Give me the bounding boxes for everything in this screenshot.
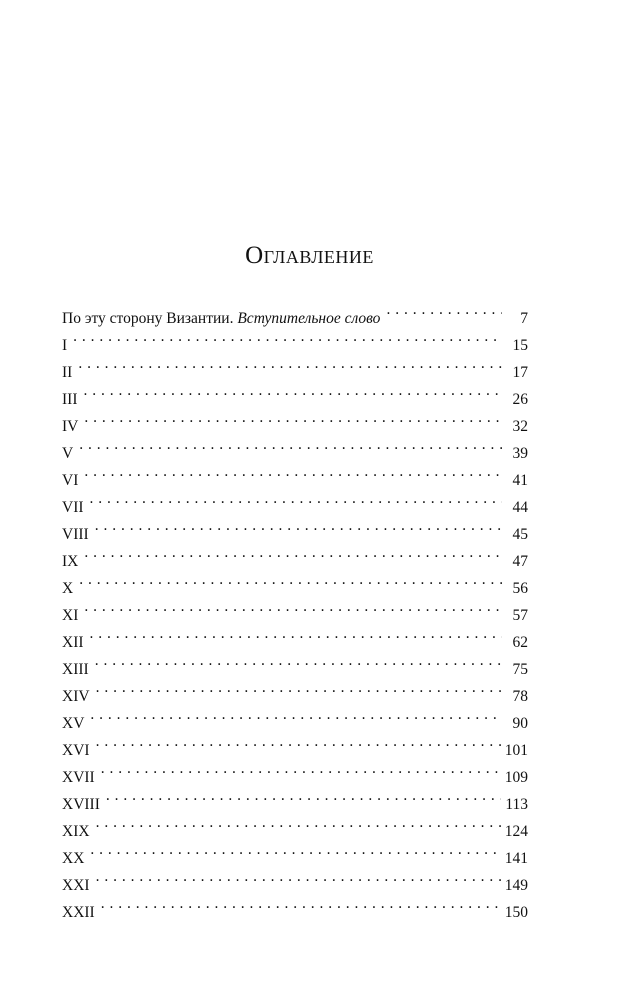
table-of-contents [62, 296, 528, 921]
dot-leader [101, 755, 501, 782]
toc-entry-title: XV [62, 715, 85, 732]
toc-entry-title: III [62, 391, 78, 408]
toc-entry-title: XXII [62, 904, 95, 921]
dot-leader [84, 404, 502, 431]
toc-page-number: 39 [512, 445, 528, 462]
toc-page-number: 15 [512, 337, 528, 354]
toc-entry[interactable] [62, 701, 528, 732]
toc-entry-title: VII [62, 499, 84, 516]
dot-leader [90, 485, 502, 512]
dot-leader [96, 863, 501, 890]
toc-entry-title: XIX [62, 823, 90, 840]
toc-page-number: 56 [512, 580, 528, 597]
toc-page-number: 26 [512, 391, 528, 408]
toc-entry-title: XVIII [62, 796, 100, 813]
dot-leader [106, 782, 501, 809]
dot-leader [79, 566, 502, 593]
toc-page-number: 149 [504, 877, 528, 894]
toc-entry-title: IX [62, 553, 79, 570]
toc-entry[interactable] [62, 755, 528, 786]
dot-leader [78, 350, 502, 377]
toc-entry[interactable] [62, 566, 528, 597]
dot-leader [84, 593, 502, 620]
toc-entry-title: II [62, 364, 73, 381]
toc-entry[interactable] [62, 539, 528, 570]
toc-entry-title: XX [62, 850, 85, 867]
dot-leader [73, 323, 502, 350]
toc-entry[interactable] [62, 485, 528, 516]
toc-page-number: 7 [520, 310, 528, 327]
toc-page-number: 75 [512, 661, 528, 678]
dot-leader [101, 890, 501, 917]
toc-entry-title: По эту сторону Византии. [62, 310, 234, 327]
toc-entry-title: XII [62, 634, 84, 651]
toc-entry-title: X [62, 580, 74, 597]
toc-entry[interactable] [62, 620, 528, 651]
toc-entry[interactable] [62, 728, 528, 759]
page-title: Оглавление [245, 242, 374, 269]
toc-page-number: 141 [504, 850, 528, 867]
toc-page-number: 41 [512, 472, 528, 489]
toc-entry[interactable] [62, 350, 528, 381]
toc-entry[interactable] [62, 512, 528, 543]
toc-entry[interactable] [62, 593, 528, 624]
toc-entry[interactable] [62, 458, 528, 489]
toc-page-number: 78 [512, 688, 528, 705]
toc-page-number: 90 [512, 715, 528, 732]
toc-page-number: 45 [512, 526, 528, 543]
toc-page-number: 47 [512, 553, 528, 570]
toc-entry-title: VI [62, 472, 79, 489]
toc-entry-title: V [62, 445, 74, 462]
dot-leader [95, 647, 502, 674]
dot-leader [84, 539, 502, 566]
toc-entry-title: XVII [62, 769, 95, 786]
toc-entry-title: XVI [62, 742, 90, 759]
toc-entry-title: XXI [62, 877, 90, 894]
toc-entry[interactable] [62, 863, 528, 894]
toc-entry[interactable] [62, 431, 528, 462]
toc-page-number: 113 [505, 796, 528, 813]
dot-leader [96, 674, 502, 701]
toc-entry[interactable] [62, 404, 528, 435]
toc-entry-title: VIII [62, 526, 89, 543]
dot-leader [386, 296, 502, 323]
toc-entry[interactable] [62, 809, 528, 840]
toc-entry-intro[interactable] [62, 296, 528, 327]
dot-leader [96, 809, 501, 836]
toc-entry[interactable] [62, 836, 528, 867]
toc-page-number: 17 [512, 364, 528, 381]
toc-page-number: 124 [504, 823, 528, 840]
dot-leader [84, 377, 503, 404]
toc-entry-title: I [62, 337, 68, 354]
toc-page-number: 44 [512, 499, 528, 516]
toc-entry[interactable] [62, 377, 528, 408]
dot-leader [90, 620, 502, 647]
dot-leader [90, 701, 502, 728]
dot-leader [84, 458, 502, 485]
toc-entry-title: XI [62, 607, 79, 624]
toc-page-number: 57 [512, 607, 528, 624]
toc-entry-title: IV [62, 418, 79, 435]
toc-page-number: 32 [512, 418, 528, 435]
toc-page-number: 101 [504, 742, 528, 759]
toc-entry[interactable] [62, 323, 528, 354]
toc-entry[interactable] [62, 782, 528, 813]
toc-page-number: 62 [512, 634, 528, 651]
toc-entry[interactable] [62, 890, 528, 921]
dot-leader [95, 512, 502, 539]
toc-entry-title: XIV [62, 688, 90, 705]
dot-leader [96, 728, 501, 755]
toc-page-number: 150 [504, 904, 528, 921]
toc-entry-title: XIII [62, 661, 89, 678]
toc-entry-subtitle: Вступительное слово [237, 310, 381, 327]
dot-leader [90, 836, 500, 863]
toc-entry[interactable] [62, 674, 528, 705]
dot-leader [79, 431, 502, 458]
toc-page-number: 109 [504, 769, 528, 786]
toc-entry[interactable] [62, 647, 528, 678]
